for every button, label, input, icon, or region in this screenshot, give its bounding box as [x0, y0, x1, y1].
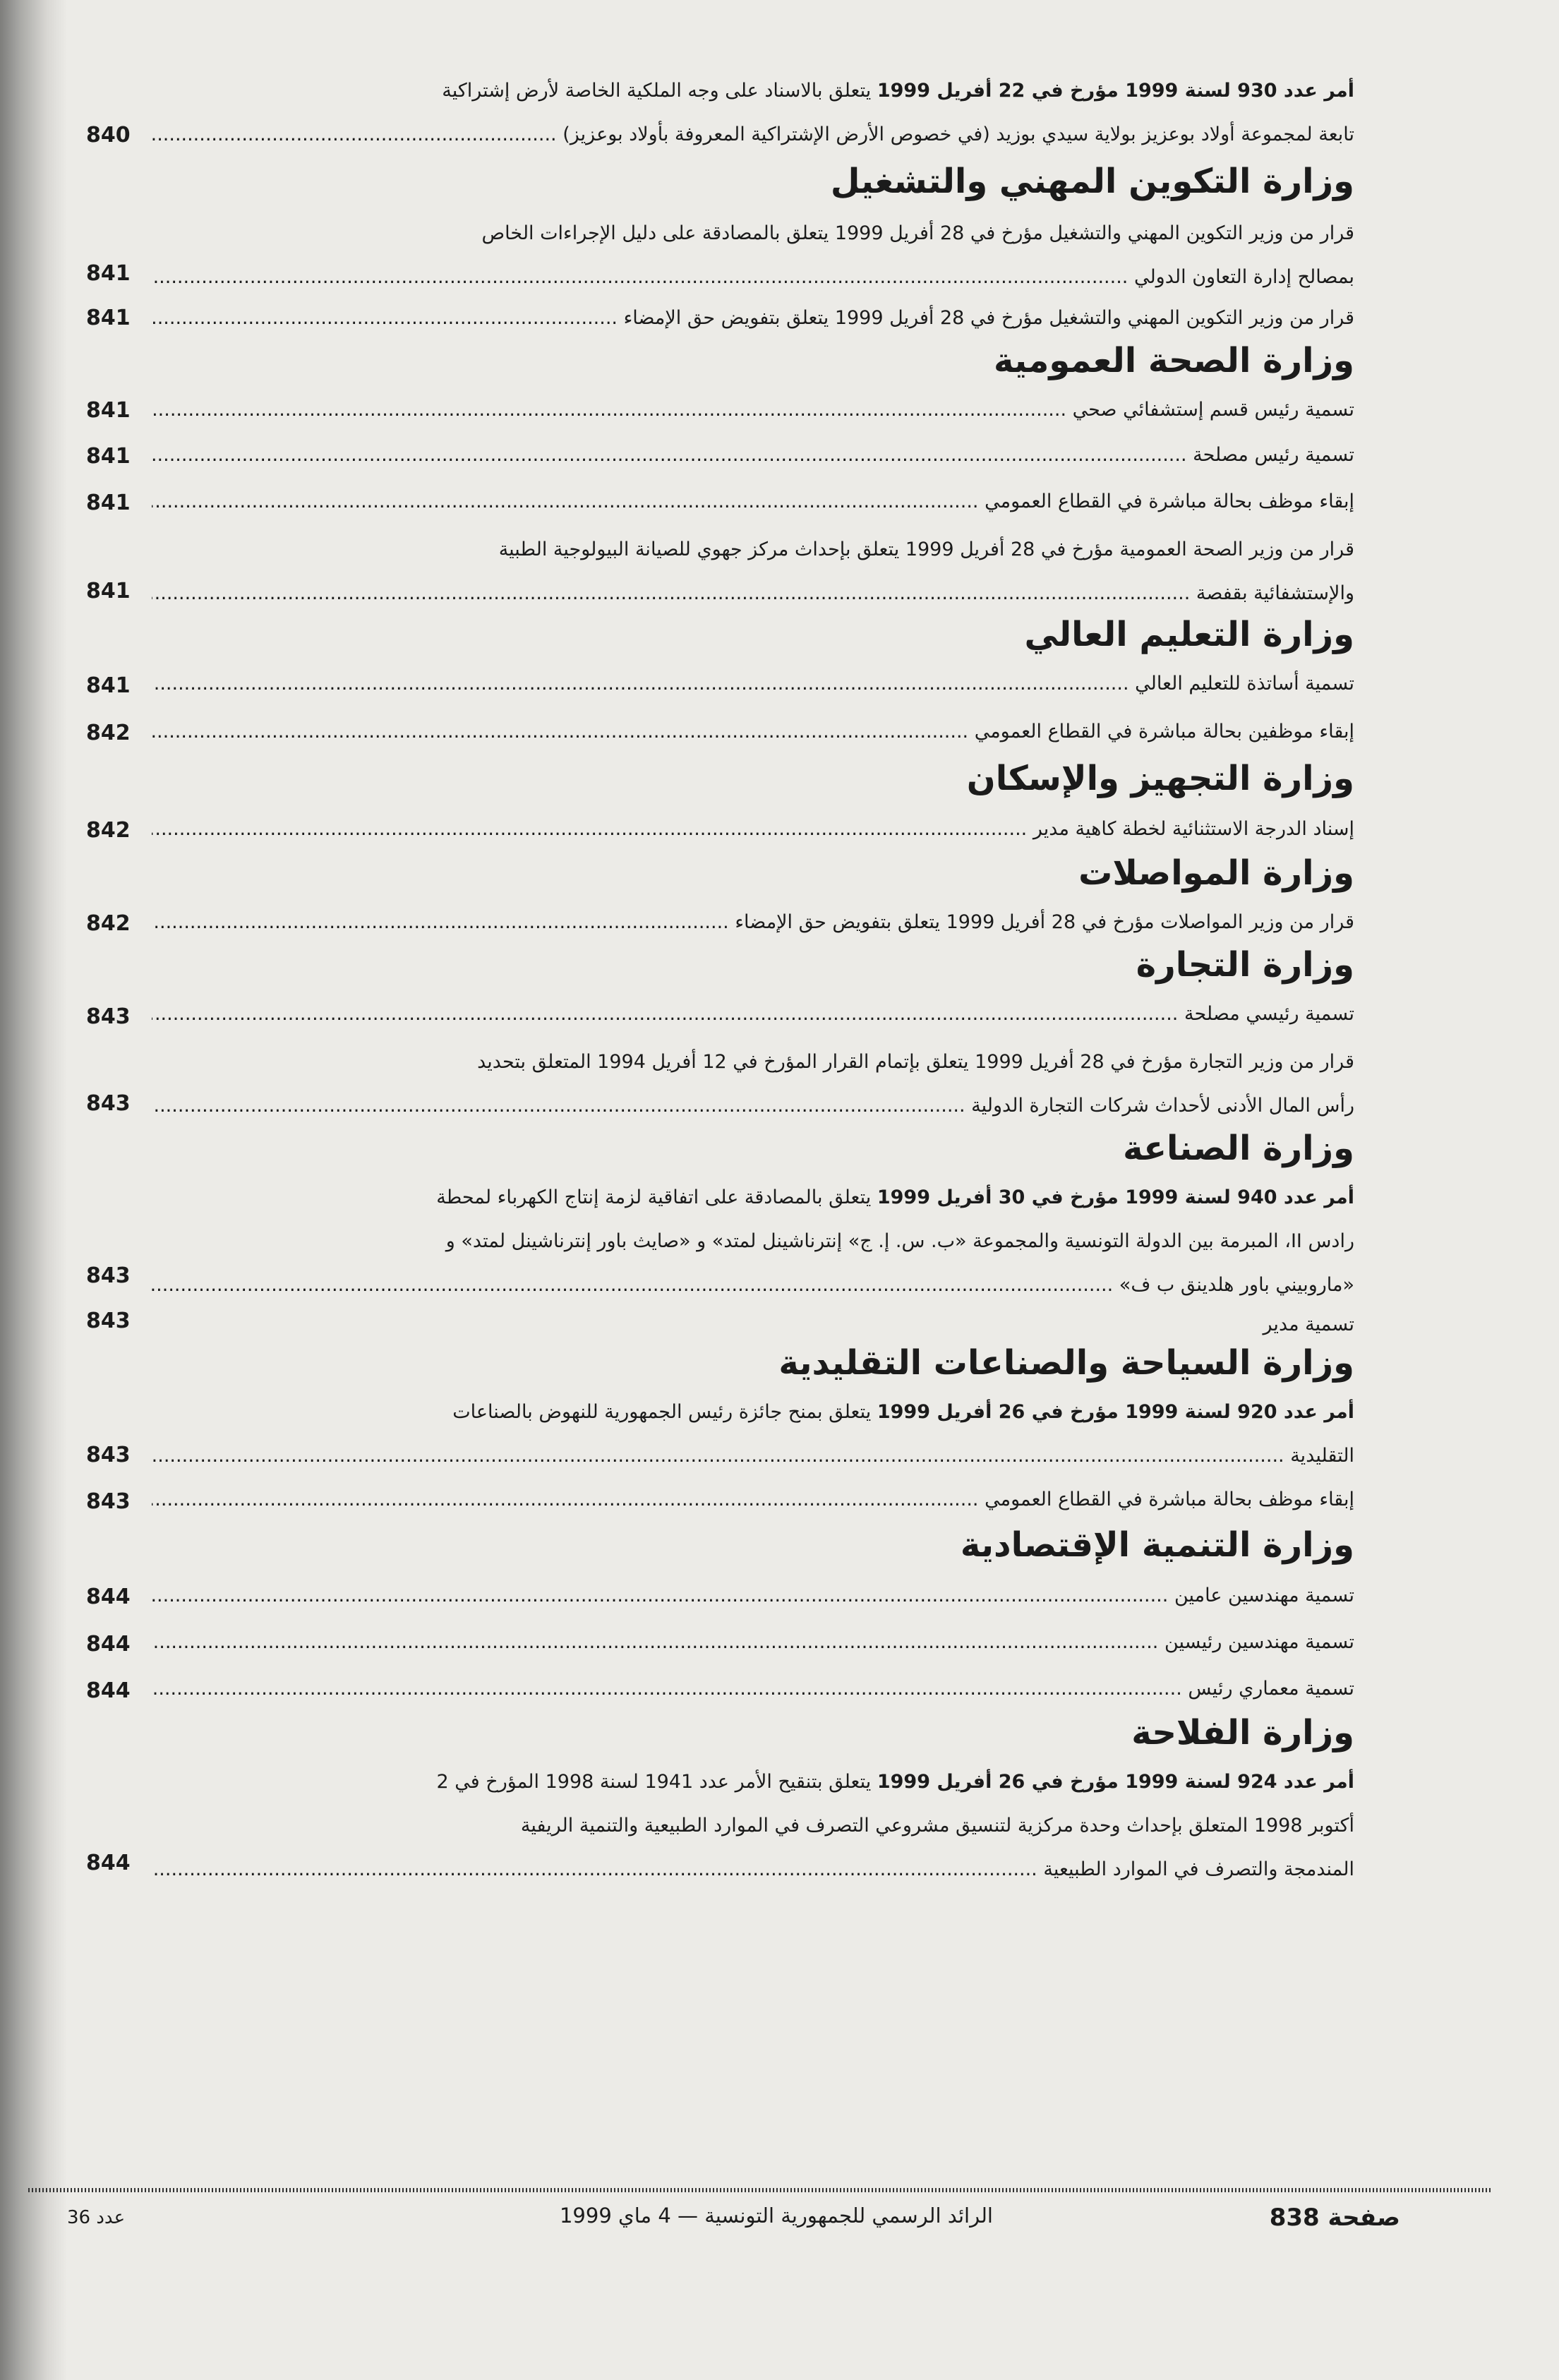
entry-text: والإستشفائية بقفصة [1196, 582, 1354, 604]
entry-text: يتعلق بمنح جائزة رئيس الجمهورية للنهوض بالصناعات [452, 1401, 877, 1423]
footer-page-label: صفحة 838 [1269, 2204, 1400, 2232]
entry-text: قرار من وزير التجارة مؤرخ في 28 أفريل 1999 يتعلق بإتمام القرار المؤرخ في 12 أفريل 1994 المتعلق بتحديد [477, 1051, 1354, 1073]
toc-entry [152, 1390, 1354, 1478]
page-number: 843 [86, 1489, 131, 1514]
entry-text: تسمية رئيس مصلحة [1193, 444, 1354, 466]
entry-text: يتعلق بتنقيح الأمر عدد 1941 لسنة 1998 المؤرخ في 2 [436, 1771, 877, 1793]
toc-entry [152, 528, 1354, 615]
entry-text: يتعلق بالمصادقة على اتفاقية لزمة إنتاج الكهرباء لمحطة [436, 1186, 877, 1208]
ministry-heading: وزارة المواصلات [1078, 853, 1354, 893]
page-number: 843 [86, 1091, 131, 1116]
footer-journal-title: الرائد الرسمي للجمهورية التونسية — 4 ماي 1999 [559, 2204, 993, 2228]
decree-number: أمر عدد 924 لسنة 1999 مؤرخ في 26 أفريل 1999 [877, 1771, 1354, 1793]
toc-entry [152, 1621, 1354, 1664]
entry-text: رأس المال الأدنى لأحداث شركات التجارة الدولية [971, 1095, 1354, 1117]
decree-number: أمر عدد 930 لسنة 1999 مؤرخ في 22 أفريل 1999 [877, 80, 1354, 102]
footer-issue-number: عدد 36 [67, 2207, 126, 2228]
page-number: 843 [86, 1309, 131, 1333]
ministry-heading: وزارة الصناعة [1123, 1129, 1354, 1168]
page-number: 844 [86, 1632, 131, 1657]
toc-entry [152, 807, 1354, 851]
toc-entry [152, 1040, 1354, 1128]
entry-text: قرار من وزير التكوين المهني والتشغيل مؤرخ في 28 أفريل 1999 يتعلق بالمصادقة على دليل الإجراءات الخاص [481, 222, 1354, 244]
ministry-heading: وزارة التكوين المهني والتشغيل [830, 162, 1354, 201]
toc-entry [152, 296, 1354, 340]
page-binding-shadow [0, 0, 67, 2380]
ministry-heading: وزارة التجهيز والإسكان [966, 759, 1354, 798]
toc-entry [152, 992, 1354, 1036]
page-number: 841 [86, 306, 131, 330]
page-number: 841 [86, 261, 131, 286]
page-number: 844 [86, 1851, 131, 1875]
toc-entry [152, 212, 1354, 299]
entry-text: تسمية مهندسين عامين [1174, 1585, 1354, 1606]
page-number: 840 [86, 123, 131, 148]
page-number: 843 [86, 1004, 131, 1029]
page-number: 841 [86, 579, 131, 603]
entry-text: تسمية مدير [1263, 1314, 1354, 1335]
toc-entry [152, 433, 1354, 477]
page-number: 842 [86, 911, 131, 936]
toc-entry [152, 480, 1354, 524]
ministry-heading: وزارة الفلاحة [1131, 1713, 1354, 1753]
page-number: 842 [86, 721, 131, 745]
entry-text: يتعلق بالاسناد على وجه الملكية الخاصة لأرض إشتراكية [442, 80, 877, 102]
toc-entry [152, 1303, 1354, 1347]
toc-entry [152, 1574, 1354, 1618]
toc-entry [152, 1176, 1354, 1307]
entry-text: بمصالح إدارة التعاون الدولي [1133, 266, 1354, 288]
ministry-heading: وزارة الصحة العمومية [993, 341, 1354, 380]
toc-entry [152, 1478, 1354, 1522]
toc-entry [152, 710, 1354, 754]
entry-text: قرار من وزير التكوين المهني والتشغيل مؤرخ في 28 أفريل 1999 يتعلق بتفويض حق الإمضاء [623, 307, 1354, 329]
entry-text: قرار من وزير المواصلات مؤرخ في 28 أفريل 1999 يتعلق بتفويض حق الإمضاء [735, 911, 1354, 933]
entry-text: رادس II، المبرمة بين الدولة التونسية والمجموعة «ب. س. إ. ج» إنترناشينل لمتد» و «صايث باور إنترناشينل لمتد» و [445, 1230, 1354, 1252]
entry-text: إبقاء موظف بحالة مباشرة في القطاع العمومي [985, 1489, 1354, 1510]
page-number: 842 [86, 818, 131, 843]
ministry-heading: وزارة التعليم العالي [1024, 615, 1354, 654]
footer-rule [28, 2188, 1492, 2192]
page-number: 844 [86, 1678, 131, 1703]
toc-entry [152, 1760, 1354, 1892]
ministry-heading: وزارة التجارة [1136, 945, 1354, 985]
toc-entry [152, 69, 1354, 157]
ministry-heading: وزارة التنمية الإقتصادية [960, 1525, 1354, 1565]
toc-entry [152, 1667, 1354, 1711]
page-number: 844 [86, 1585, 131, 1609]
toc-entry [152, 901, 1354, 944]
entry-text: تسمية معماري رئيس [1188, 1678, 1354, 1700]
entry-text: أكتوبر 1998 المتعلق بإحداث وحدة مركزية لتنسيق مشروعي التصرف في الموارد الطبيعية والتنمية الريفية [520, 1815, 1354, 1837]
page-number: 841 [86, 398, 131, 423]
ministry-heading: وزارة السياحة والصناعات التقليدية [778, 1343, 1354, 1383]
entry-text: تسمية مهندسين رئيسين [1164, 1631, 1354, 1653]
decree-number: أمر عدد 940 لسنة 1999 مؤرخ في 30 أفريل 1999 [877, 1186, 1354, 1208]
entry-text: تسمية رئيسي مصلحة [1184, 1003, 1354, 1025]
decree-number: أمر عدد 920 لسنة 1999 مؤرخ في 26 أفريل 1999 [877, 1401, 1354, 1423]
entry-text: تسمية رئيس قسم إستشفائي صحي [1072, 399, 1354, 421]
page-number: 843 [86, 1443, 131, 1467]
entry-text: قرار من وزير الصحة العمومية مؤرخ في 28 أفريل 1999 يتعلق بإحداث مركز جهوي للصيانة البيولوجية الطبية [498, 539, 1354, 560]
page-number: 843 [86, 1263, 131, 1288]
page-number: 841 [86, 444, 131, 469]
entry-text: التقليدية [1290, 1445, 1354, 1467]
toc-entry [152, 662, 1354, 706]
entry-text: المندمجة والتصرف في الموارد الطبيعية [1043, 1858, 1354, 1880]
entry-text: إبقاء موظف بحالة مباشرة في القطاع العمومي [985, 491, 1354, 512]
page-number: 841 [86, 673, 131, 698]
toc-entry [152, 388, 1354, 432]
page-number: 841 [86, 491, 131, 515]
entry-text: إبقاء موظفين بحالة مباشرة في القطاع العمومي [974, 721, 1354, 743]
entry-text: «ماروبيني باور هلدينق ب ف» [1119, 1274, 1354, 1296]
entry-text: تابعة لمجموعة أولاد بوعزيز بولاية سيدي بوزيد (في خصوص الأرض الإشتراكية المعروفة بأولاد بوعزيز) [562, 124, 1354, 145]
entry-text: إسناد الدرجة الاستثنائية لخطة كاهية مدير [1033, 818, 1354, 840]
entry-text: تسمية أساتذة للتعليم العالي [1135, 673, 1354, 695]
